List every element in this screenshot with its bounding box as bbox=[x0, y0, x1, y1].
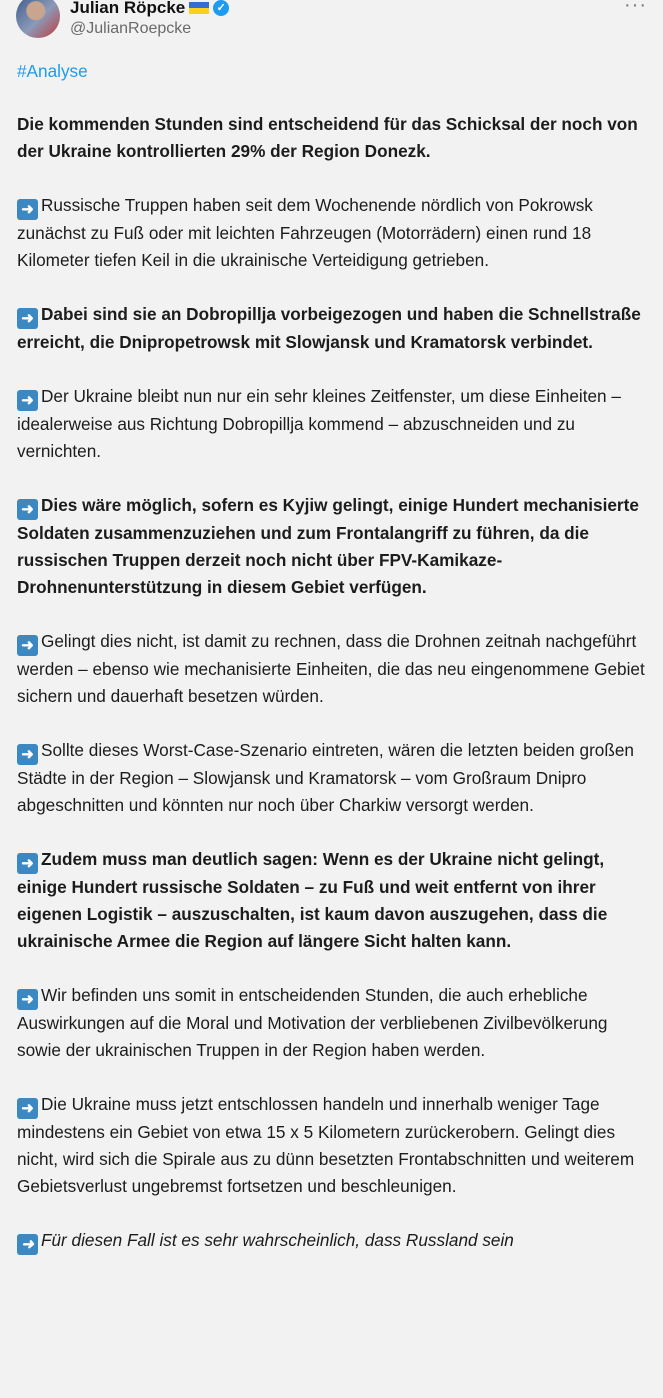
tweet-paragraph bbox=[17, 1091, 647, 1200]
tweet-header bbox=[0, 0, 663, 50]
paragraph-text: Russische Truppen haben seit dem Wochenende nördlich von Pokrowsk zunächst zu Fuß oder mit leichten Fahrzeugen (Motorrädern) einen rund 18 Kilometer tiefen Keil in die ukrainische Verteidigung getrieben. bbox=[17, 195, 593, 270]
tweet-headline: Die kommenden Stunden sind entscheidend für das Schicksal der noch von der Ukraine kontrollierten 29% der Region Donezk. bbox=[17, 114, 638, 161]
tweet-body bbox=[17, 58, 647, 1282]
author-handle[interactable]: @JulianRoepcke bbox=[70, 20, 192, 37]
tweet-paragraph bbox=[17, 737, 647, 819]
arrow-right-icon: ➜ bbox=[17, 1098, 38, 1119]
tweet-paragraph bbox=[17, 628, 647, 710]
paragraph-text: Sollte dieses Worst-Case-Szenario eintreten, wären die letzten beiden großen Städte in der Region – Slowjansk und Kramatorsk – vom Großraum Dnipro abgeschnitten und könnten nur noch über Charkiw versorgt werden. bbox=[17, 740, 634, 815]
paragraph-text: Die Ukraine muss jetzt entschlossen handeln und innerhalb weniger Tage mindestens ein Gebiet von etwa 15 x 5 Kilometern zurückerobern. Gelingt dies nicht, wird sich die Spirale aus zu dünn besetzten Frontabschnitten und weiterem Gebietsverlust ungebremst fortsetzen und beschleunigen. bbox=[17, 1094, 635, 1196]
arrow-right-icon: ➜ bbox=[17, 1234, 38, 1255]
tweet-paragraph bbox=[17, 846, 647, 955]
avatar[interactable] bbox=[16, 0, 60, 38]
arrow-right-icon: ➜ bbox=[17, 390, 38, 411]
paragraph-text: Der Ukraine bleibt nun nur ein sehr kleines Zeitfenster, um diese Einheiten – idealerweise aus Richtung Dobropillja kommend – abzuschneiden und zu vernichten. bbox=[17, 386, 621, 461]
verified-badge-icon: ✓ bbox=[213, 0, 229, 16]
author-name-row[interactable] bbox=[70, 0, 229, 18]
paragraph-text: Dabei sind sie an Dobropillja vorbeigezogen und haben die Schnellstraße erreicht, die Dnipropetrowsk mit Slowjansk und Kramatorsk verbindet. bbox=[17, 304, 641, 352]
arrow-right-icon: ➜ bbox=[17, 499, 38, 520]
arrow-right-icon: ➜ bbox=[17, 989, 38, 1010]
more-icon[interactable]: ··· bbox=[624, 0, 647, 16]
tweet-paragraph bbox=[17, 1227, 647, 1255]
arrow-right-icon: ➜ bbox=[17, 199, 38, 220]
hashtag-link[interactable]: #Analyse bbox=[17, 61, 88, 81]
tweet-paragraph bbox=[17, 301, 647, 356]
arrow-right-icon: ➜ bbox=[17, 635, 38, 656]
paragraph-text: Wir befinden uns somit in entscheidenden Stunden, die auch erhebliche Auswirkungen auf die Moral und Motivation der verbliebenen Zivilbevölkerung sowie der ukrainischen Truppen in der Region haben werden. bbox=[17, 985, 608, 1060]
tweet-paragraph bbox=[17, 192, 647, 274]
paragraph-text: Zudem muss man deutlich sagen: Wenn es der Ukraine nicht gelingt, einige Hundert russische Soldaten – zu Fuß und weit entfernt von ihrer eigenen Logistik – auszuschalten, ist kaum davon auszugehen, dass die ukrainische Armee die Region auf längere Sicht halten kann. bbox=[17, 849, 608, 951]
arrow-right-icon: ➜ bbox=[17, 308, 38, 329]
tweet-paragraph bbox=[17, 492, 647, 601]
tweet-paragraph bbox=[17, 383, 647, 465]
author-name[interactable]: Julian Röpcke bbox=[70, 0, 186, 17]
arrow-right-icon: ➜ bbox=[17, 744, 38, 765]
paragraph-text: Für diesen Fall ist es sehr wahrscheinlich, dass Russland sein bbox=[41, 1230, 514, 1250]
ukraine-flag-icon bbox=[189, 2, 209, 14]
paragraph-text: Gelingt dies nicht, ist damit zu rechnen, dass die Drohnen zeitnah nachgeführt werden – ebenso wie mechanisierte Einheiten, die das neu eingenommene Gebiet sichern und dauerhaft besetzen würden. bbox=[17, 631, 645, 706]
arrow-right-icon: ➜ bbox=[17, 853, 38, 874]
paragraph-text: Dies wäre möglich, sofern es Kyjiw gelingt, einige Hundert mechanisierte Soldaten zusammenzuziehen und zum Frontalangriff zu führen, da die russischen Truppen derzeit noch nicht über FPV-Kamikaze-Drohnenunterstützung in diesem Gebiet verfügen. bbox=[17, 495, 639, 597]
tweet-paragraph bbox=[17, 982, 647, 1064]
